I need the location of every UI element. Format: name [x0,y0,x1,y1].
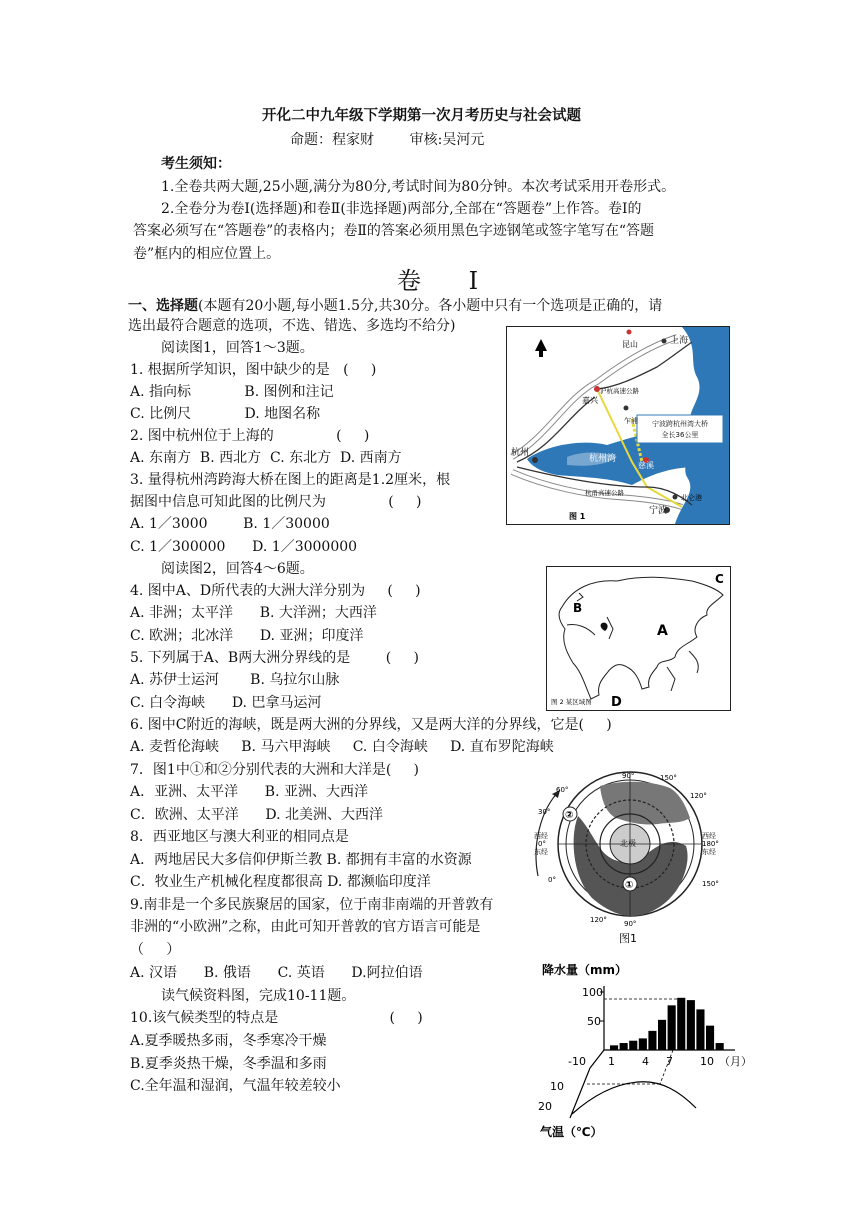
polar-label-90-bottom: 90° [624,920,637,928]
precip-bar-7 [668,1005,676,1050]
temp-tick-minus10: -10 [568,1055,586,1068]
precip-bar-3 [629,1041,637,1050]
polar-label-90-top: 90° [622,772,635,780]
map1-label-shanghai: 上海 [670,336,689,346]
q9-options: A. 汉语 B. 俄语 C. 英语 D.阿拉伯语 [130,965,423,981]
map2-caption: 图 2 某区域图 [551,698,592,706]
precip-bar-10 [696,1009,704,1050]
question-9: 9.南非是一个多民族聚居的国家，位于南非南端的开普敦有 [130,897,494,913]
byline: 命题：程家财 审核:吴河元 [290,132,485,148]
notice-item-2-cont: 答案必须写在“答题卷”的表格内；卷Ⅱ的答案必须用黑色字迹钢笔或签字笔写在“答题 [133,223,654,239]
polar-marker-1: ① [625,880,634,891]
precip-bar-8 [677,998,685,1050]
section-1-head: 一、选择题 [128,298,198,314]
q3-options-ab: A. 1／3000 B. 1／30000 [130,516,330,532]
month-tick-4: 4 [642,1055,649,1068]
month-tick-7: 7 [666,1055,673,1068]
precip-bar-4 [639,1038,647,1050]
volume-heading: 卷 Ⅰ [397,267,499,295]
precip-bar-2 [620,1043,628,1050]
temp-axis-label: 气温（℃） [540,1125,603,1139]
polar-label-120: 120° [690,792,707,800]
notice-item-2: 2.全卷分为卷Ⅰ(选择题)和卷Ⅱ(非选择题)两部分,全部在“答题卷”上作答。卷Ⅰ的 [161,201,642,217]
q5-options-cd: C. 白令海峡 D. 巴拿马运河 [130,695,322,711]
month-tick-10: 10 [700,1055,714,1068]
q2-options: A. 东南方 B. 西北方 C. 东北方 D. 西南方 [130,450,402,466]
q7-options-ab: A．亚洲、太平洋 B. 亚洲、大西洋 [130,784,368,800]
question-1: 1. 根据所学知识，图中缺少的是 ( ) [130,362,377,378]
q4-options-ab: A. 非洲；太平洋 B. 大洋洲；大西洋 [130,605,377,621]
precip-tick-100: 100 [582,986,603,999]
question-10: 10.该气候类型的特点是 ( ) [130,1010,423,1026]
map1-label-hangyong: 杭甬高速公路 [585,489,624,497]
polar-east-1: 西经 [702,832,716,840]
precip-axis-label: 降水量（mm） [542,963,628,977]
question-5: 5. 下列属于A、B两大洲分界线的是 ( ) [130,650,419,666]
map-figure-2 [546,566,731,711]
question-9-paren: （ ） [130,942,181,958]
map-figure-1 [506,326,730,525]
map1-label-hangzhou: 杭州 [511,448,530,458]
bridge-note-line-2: 全长36公里 [661,431,699,439]
polar-label-150-b: 150° [702,880,719,888]
temp-tick-20: 20 [538,1100,552,1113]
polar-west-1: 西经 [534,832,548,840]
polar-east-3: 东经 [702,848,716,856]
polar-marker-2: ② [565,810,574,821]
page-title: 开化二中九年级下学期第一次月考历史与社会试题 [262,107,581,124]
instruction-fig2: 阅读图2，回答4～6题。 [161,561,314,577]
question-3-cont: 据图中信息可知此图的比例尺为 ( ) [130,494,422,510]
climate-chart [530,958,760,1144]
q3-options-cd: C. 1／300000 D. 1／3000000 [130,539,358,555]
question-8: 8．西亚地区与澳大利亚的相同点是 [130,829,349,845]
polar-label-north-pole: 北极 [620,839,636,848]
map1-label-ningbo: 宁波 [649,506,668,516]
section-1-intro [128,297,662,315]
instruction-fig1: 阅读图1，回答1～3题。 [161,340,314,356]
polar-label-120-b: 120° [590,916,607,924]
precip-bar-11 [706,1026,714,1050]
q1-options-ab: A. 指向标 B. 图例和注记 [130,384,334,400]
precip-bar-6 [658,1020,666,1050]
question-7: 7．图1中①和②分别代表的大洲和大洋是( ) [130,762,419,778]
q10-option-b: B.夏季炎热干燥，冬季温和多雨 [130,1056,327,1072]
polar-label-150: 150° [660,774,677,782]
q10-option-a: A.夏季暖热多雨，冬季寒冷干燥 [130,1033,327,1049]
map2-label-a: A [657,623,668,639]
polar-west-3: 东经 [534,848,548,856]
q5-options-ab: A. 苏伊士运河 B. 乌拉尔山脉 [130,672,340,688]
map1-label-beilun: 北仑港 [681,494,702,502]
section-1-rules: (本题有20小题,每小题1.5分,共30分。各小题中只有一个选项是正确的，请 [198,298,663,314]
bridge-note-line-1: 宁波跨杭州湾大桥 [652,420,708,428]
polar-label-30: 30° [538,808,551,816]
question-6: 6. 图中C附近的海峡，既是两大洲的分界线，又是两大洋的分界线，它是( ) [130,717,612,733]
map1-label-cixi: 慈溪 [638,461,654,470]
q6-options: A. 麦哲伦海峡 B. 马六甲海峡 C. 白令海峡 D. 直布罗陀海峡 [130,739,554,755]
question-4: 4. 图中A、D所代表的大洲大洋分别为 ( ) [130,583,421,599]
q8-options-cd: C．牧业生产机械化程度都很高 D. 都濒临印度洋 [130,874,431,890]
precip-tick-50: 50 [587,1015,601,1028]
polar-west-2: 0° [538,840,546,848]
notice-heading: 考生须知： [161,156,231,172]
q1-options-cd: C. 比例尺 D. 地图名称 [130,406,321,422]
section-1-rules-cont: 选出最符合题意的选项，不选、错选、多选均不给分) [128,318,456,334]
notice-item-1: 1.全卷共两大题,25小题,满分为80分,考试时间为80分钟。本次考试采用开卷形式。 [161,179,676,195]
q7-options-cd: C．欧洲、太平洋 D. 北美洲、大西洋 [130,807,384,823]
month-unit: （月） [719,1055,752,1068]
q8-options-ab: A．两地居民大多信仰伊斯兰教 B. 都拥有丰富的水资源 [130,852,472,868]
temp-tick-10: 10 [550,1080,564,1093]
map2-label-d: D [611,695,622,710]
notice-item-2-end: 卷”框内的相应位置上。 [133,246,281,262]
polar-caption: 图1 [619,932,637,945]
polar-east-2: 180° [702,840,719,848]
instruction-climate: 读气候资料图，完成10-11题。 [161,988,356,1004]
map2-label-c: C [715,572,724,586]
precip-bar-12 [716,1043,724,1050]
polar-label-60: 60° [556,786,569,794]
map2-label-b: B [573,601,583,615]
q10-option-c: C.全年温和湿润，气温年较差较小 [130,1078,341,1094]
map1-label-kunshan: 昆山 [622,340,638,349]
question-3: 3. 量得杭州湾跨海大桥在图上的距离是1.2厘米，根 [130,472,451,488]
month-tick-1: 1 [608,1055,615,1068]
map1-label-bay: 杭州湾 [589,454,617,464]
map1-caption: 图 1 [569,512,586,521]
map1-label-huhang: 沪杭高速公路 [600,387,639,395]
map1-label-zhapu: 乍浦 [624,417,638,425]
polar-label-0: 0° [548,876,556,884]
map1-label-jiaxing: 嘉兴 [582,396,598,405]
precip-bar-9 [687,1000,695,1050]
polar-projection-figure [530,766,730,946]
question-9-cont: 非洲的“小欧洲”之称，由此可知开普敦的官方语言可能是 [130,919,481,935]
precip-bar-1 [610,1045,618,1050]
question-2: 2. 图中杭州位于上海的 ( ) [130,428,370,444]
precip-bar-5 [648,1031,656,1050]
q4-options-cd: C. 欧洲；北冰洋 D. 亚洲；印度洋 [130,628,364,644]
